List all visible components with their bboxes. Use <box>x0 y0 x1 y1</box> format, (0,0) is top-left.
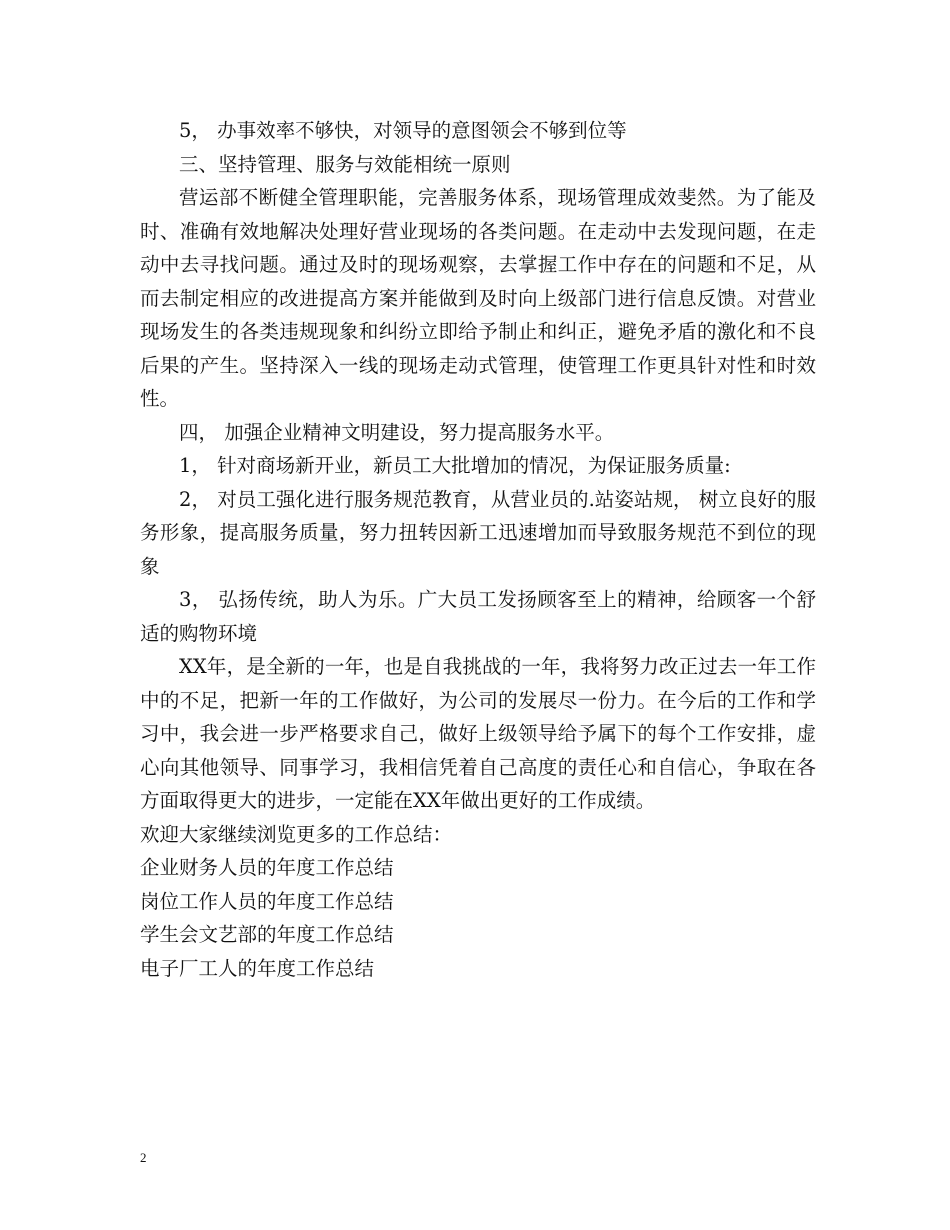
paragraph-efficiency: 5， 办事效率不够快，对领导的意图领会不够到位等 <box>179 119 627 142</box>
related-link-4[interactable]: 电子厂工人的年度工作总结 <box>140 956 375 980</box>
related-link-1[interactable]: 企业财务人员的年度工作总结 <box>140 856 394 879</box>
list-item-3: 3， 弘扬传统，助人为乐。广大员工发扬顾客至上的精神，给顾客一个舒适的购物环境 <box>140 588 816 645</box>
related-link-2[interactable]: 岗位工作人员的年度工作总结 <box>140 889 394 913</box>
paragraph-conclusion: XX年，是全新的一年，也是自我挑战的一年，我将努力改正过去一年工作中的不足，把新一年的工作做好，为公司的发展尽一份力。在今后的工作和学习中，我会进一步严格要求自己，做好上级领导给予属下的每个工作安排，虚心向其他领导、同事学习，我相信凭着自己高度的责任心和自信心，争取在各方面取得更大的进步，一定能在XX年做出更好的工作成绩。 <box>140 655 816 812</box>
section-heading-four: 四， 加强企业精神文明建设，努力提高服务水平。 <box>179 420 615 444</box>
page-number: 2 <box>140 1150 147 1165</box>
document-body <box>140 114 816 985</box>
paragraph-operations: 营运部不断健全管理职能，完善服务体系，现场管理成效斐然。为了能及时、准确有效地解决处理好营业现场的各类问题。在走动中去发现问题，在走动中去寻找问题。通过及时的现场观察，去掌握工作中存在的问题和不足，从而去制定相应的改进提高方案并能做到及时向上级部门进行信息反馈。对营业现场发生的各类违规现象和纠纷立即给予制止和纠正，避免矛盾的激化和不良后果的产生。坚持深入一线的现场走动式管理，使管理工作更具针对性和时效性。 <box>140 186 816 410</box>
section-heading-three: 三、坚持管理、服务与效能相统一原则 <box>179 152 511 176</box>
list-item-1: 1， 针对商场新开业，新员工大批增加的情况，为保证服务质量: <box>179 454 731 477</box>
related-link-3[interactable]: 学生会文艺部的年度工作总结 <box>140 923 394 946</box>
list-item-2: 2， 对员工强化进行服务规范教育，从营业员的.站姿站规， 树立良好的服务形象，提高服务质量，努力扭转因新工迅速增加而导致服务规范不到位的现象 <box>140 487 816 578</box>
more-reading-prompt: 欢迎大家继续浏览更多的工作总结： <box>140 822 453 846</box>
